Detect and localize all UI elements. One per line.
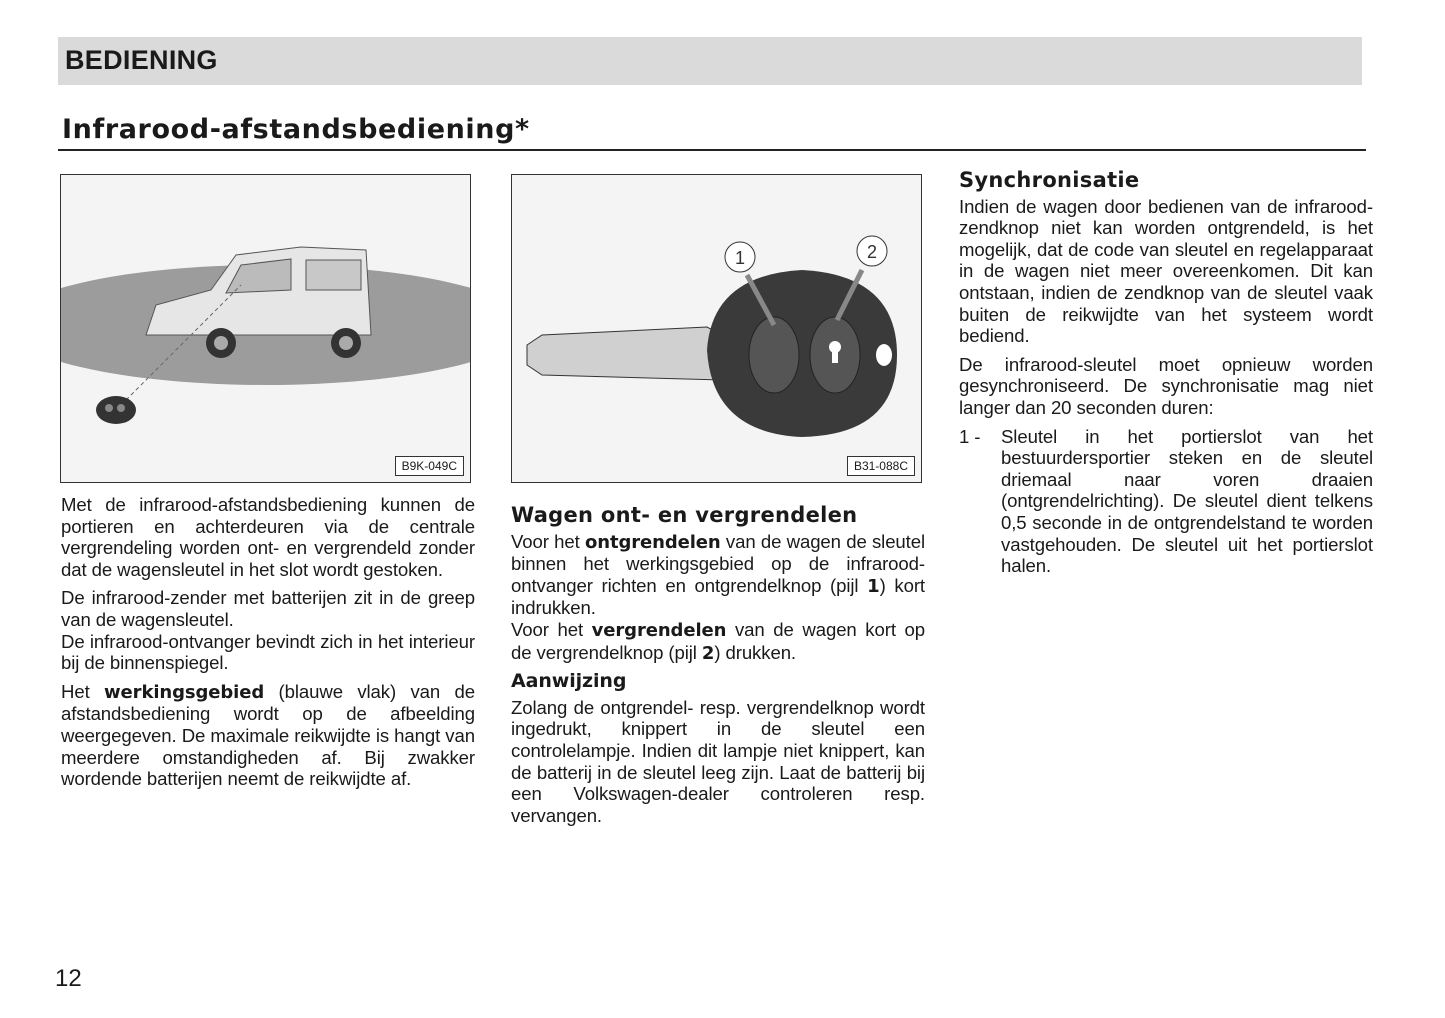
section-heading: Synchronisatie <box>959 168 1140 192</box>
figure-code: B9K-049C <box>395 456 464 476</box>
paragraph <box>511 531 925 619</box>
text: Voor het <box>511 530 585 552</box>
list-item <box>959 426 1373 577</box>
paragraph: Indien de wagen door bedienen van de infrarood-zendknop niet kan worden ontgrendeld, is het mogelijk, dat de code van sleutel en regelapparaat in de wagen niet meer overeenkomen. Dit kan ontstaan, indien de zendknop van de sleutel vaak buiten de reikwijdte van het systeem wordt bediend. <box>959 195 1373 347</box>
figure-code: B31-088C <box>847 456 915 476</box>
column-intro <box>61 494 475 797</box>
list-text: Sleutel in het portierslot van het bestuurdersportier steken en de sleutel driemaal naar voren draaien (ontgrendelrichting). De sleutel dient telkens 0,5 seconde in de ontgrendelstand te worden vastgehouden. De sleutel uit het portierslot halen. <box>1001 425 1373 577</box>
note-text: Zolang de ontgrendel- resp. vergrendelknop wordt ingedrukt, knippert in de sleutel een controlelampje. Indien dit lampje niet knippert, kan de batterij in de sleutel leeg zijn. Laat de batterij bij een Volkswagen-dealer controleren resp. vervangen. <box>511 696 925 826</box>
paragraph: De infrarood-sleutel moet opnieuw worden gesynchroniseerd. De synchronisatie mag niet langer dan 20 seconden duren: <box>959 353 1373 418</box>
figure-car-range <box>60 174 471 483</box>
paragraph: De infrarood-ontvanger bevindt zich in het interieur bij de binnenspiegel. <box>61 630 475 674</box>
arrow-number: 1 <box>867 575 880 597</box>
text: Voor het <box>511 618 592 640</box>
note-heading: Aanwijzing <box>511 670 627 693</box>
text: ) kort indrukken. <box>511 574 925 619</box>
column-locking <box>511 505 925 833</box>
list-number: 1 - <box>959 425 981 447</box>
bold-term: ontgrendelen <box>584 531 721 553</box>
figure-key-buttons <box>511 174 922 483</box>
page-title: Infrarood-afstandsbediening* <box>62 114 530 145</box>
text: Het <box>61 680 105 702</box>
column-synchronisation <box>959 170 1373 577</box>
paragraph <box>511 619 925 664</box>
title-divider <box>58 149 1366 151</box>
text: (blauwe vlak) van de afstandsbediening wordt op de afbeelding weergegeven. De maximale reikwijdte is hangt van meerdere omstandigheden af. Bij zwakker wordende batterijen neemt de reikwijdte af. <box>61 680 475 790</box>
paragraph: De infrarood-zender met batterijen zit in de greep van de wagensleutel. <box>61 587 475 630</box>
car-range-illustration <box>61 175 471 483</box>
section-header-bar <box>58 37 1362 85</box>
arrow-number: 2 <box>701 642 715 664</box>
text: ) drukken. <box>714 641 797 663</box>
callout-1: 1 <box>734 248 746 268</box>
text: van de wagen kort op de vergrendelknop (pijl <box>511 618 925 663</box>
callout-2: 2 <box>866 242 878 262</box>
paragraph: Met de infrarood-afstandsbediening kunnen de portieren en achterdeuren via de centrale vergrendeling worden ont- en vergrendeld zonder dat de wagensleutel in het slot wordt gestoken. <box>61 494 475 580</box>
bold-term: werkingsgebied <box>104 681 265 703</box>
key-illustration <box>512 175 922 483</box>
section-title: BEDIENING <box>65 45 218 75</box>
paragraph <box>61 681 475 790</box>
text: van de wagen de sleutel binnen het werkingsgebied op de infrarood-ontvanger richten en ontgrendelknop (pijl <box>511 530 926 596</box>
bold-term: vergrendelen <box>591 619 727 641</box>
section-heading: Wagen ont- en vergrendelen <box>511 503 858 527</box>
page-number: 12 <box>55 965 82 992</box>
